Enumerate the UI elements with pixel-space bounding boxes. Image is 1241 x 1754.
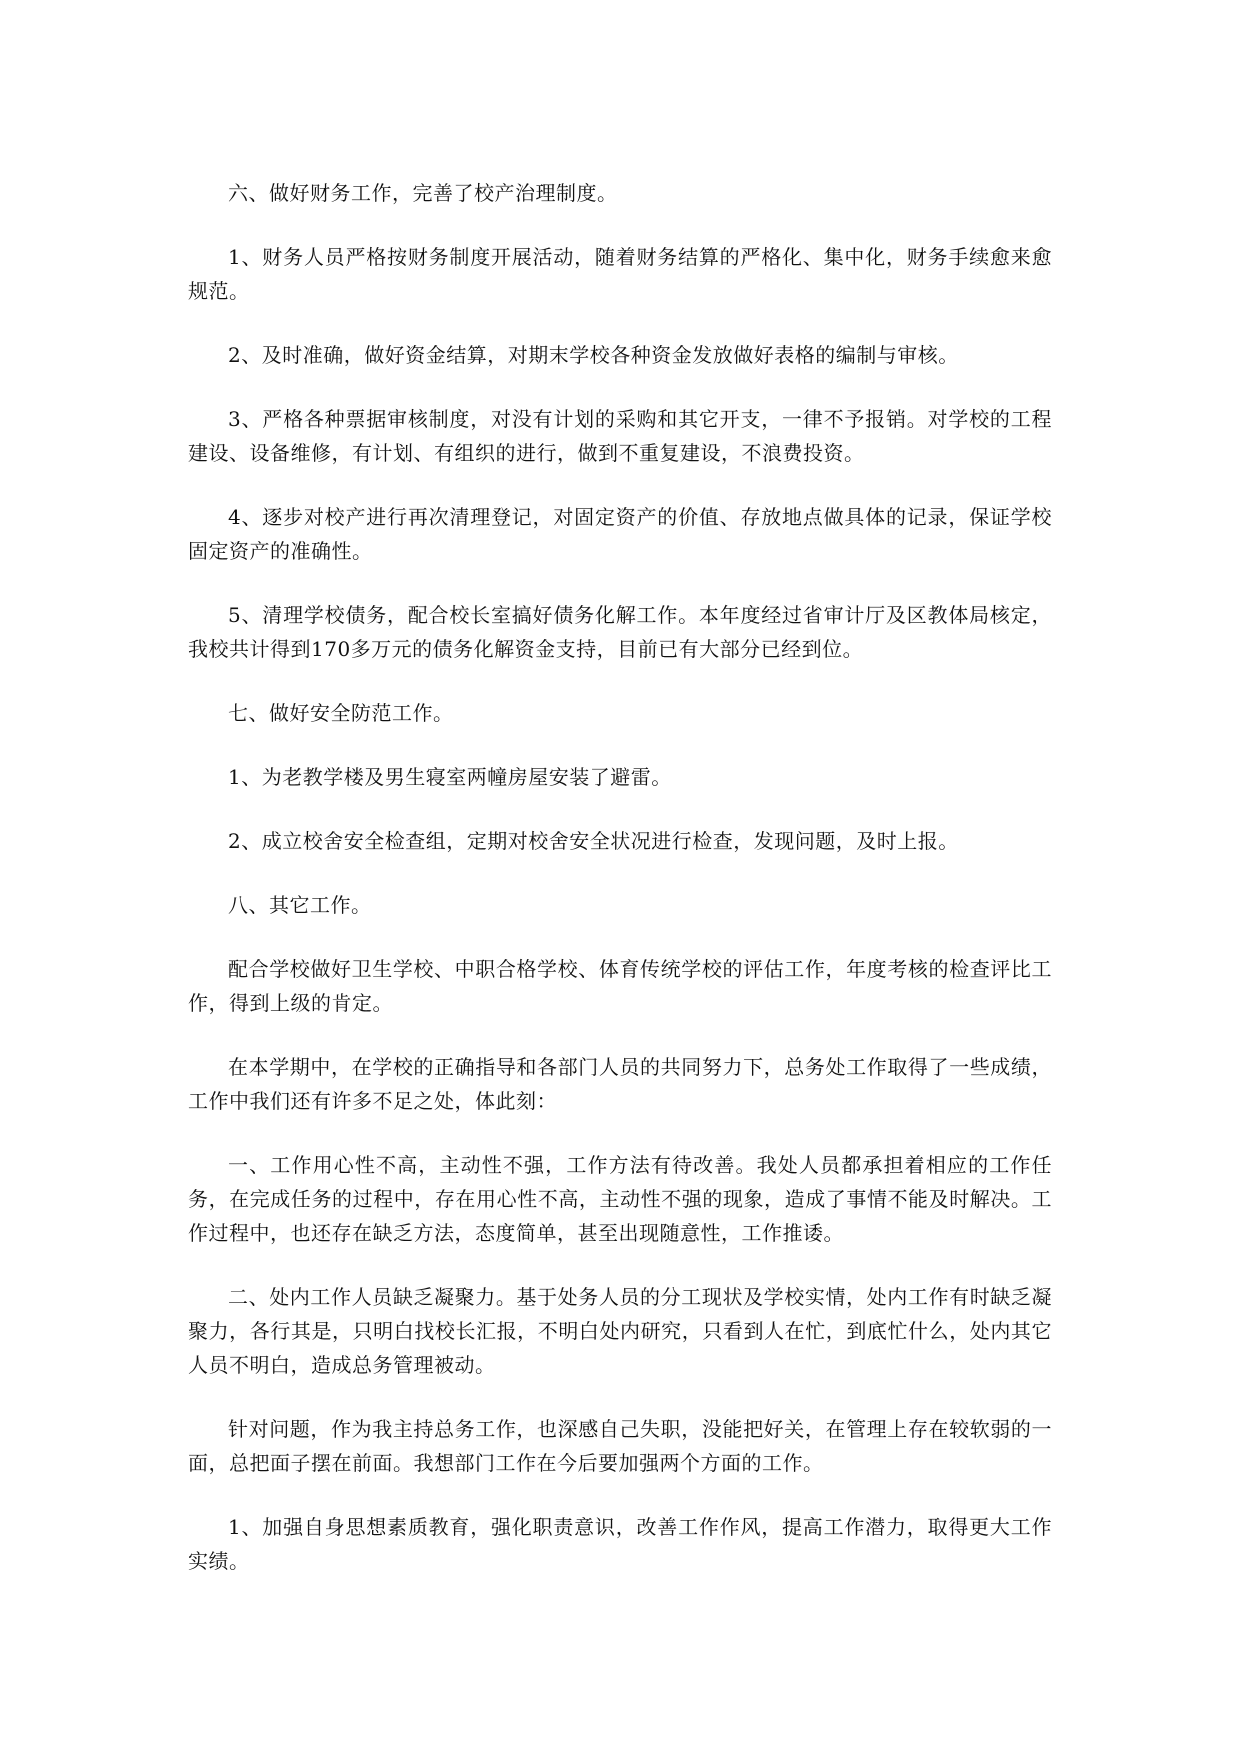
paragraph-problem-2: 二、处内工作人员缺乏凝聚力。基于处务人员的分工现状及学校实情，处内工作有时缺乏凝聚力，各行其是，只明白找校长汇报，不明白处内研究，只看到人在忙，到底忙什么，处内其它人员不明白，造成总务管理被动。 xyxy=(188,1285,1052,1377)
paragraph-problem-1: 一、工作用心性不高，主动性不强，工作方法有待改善。我处人员都承担着相应的工作任务，在完成任务的过程中，存在用心性不高，主动性不强的现象，造成了事情不能及时解决。工作过程中，也还存在缺乏方法，态度简单，甚至出现随意性，工作推诿。 xyxy=(188,1153,1052,1245)
paragraph-safety-2: 2、成立校舍安全检查组，定期对校舍安全状况进行检查，发现问题，及时上报。 xyxy=(228,829,959,853)
heading-section-6: 六、做好财务工作，完善了校产治理制度。 xyxy=(228,181,618,205)
heading-section-7: 七、做好安全防范工作。 xyxy=(228,701,454,725)
heading-section-8: 八、其它工作。 xyxy=(228,893,372,917)
paragraph-other-work: 配合学校做好卫生学校、中职合格学校、体育传统学校的评估工作，年度考核的检查评比工作，得到上级的肯定。 xyxy=(188,957,1052,1015)
paragraph-finance-5: 5、清理学校债务，配合校长室搞好债务化解工作。本年度经过省审计厅及区教体局核定，我校共计得到170多万元的债务化解资金支持，目前已有大部分已经到位。 xyxy=(188,603,1052,661)
paragraph-response: 针对问题，作为我主持总务工作，也深感自己失职，没能把好关，在管理上存在较软弱的一面，总把面子摆在前面。我想部门工作在今后要加强两个方面的工作。 xyxy=(188,1417,1052,1475)
paragraph-improvement-1: 1、加强自身思想素质教育，强化职责意识，改善工作作风，提高工作潜力，取得更大工作实绩。 xyxy=(188,1515,1052,1573)
paragraph-safety-1: 1、为老教学楼及男生寝室两幢房屋安装了避雷。 xyxy=(228,765,672,789)
paragraph-finance-2: 2、及时准确，做好资金结算，对期末学校各种资金发放做好表格的编制与审核。 xyxy=(228,343,959,367)
paragraph-finance-3: 3、严格各种票据审核制度，对没有计划的采购和其它开支，一律不予报销。对学校的工程建设、设备维修，有计划、有组织的进行，做到不重复建设，不浪费投资。 xyxy=(188,407,1052,465)
paragraph-finance-1: 1、财务人员严格按财务制度开展活动，随着财务结算的严格化、集中化，财务手续愈来愈规范。 xyxy=(188,245,1052,303)
paragraph-summary: 在本学期中，在学校的正确指导和各部门人员的共同努力下，总务处工作取得了一些成绩，工作中我们还有许多不足之处，体此刻： xyxy=(188,1055,1052,1113)
paragraph-finance-4: 4、逐步对校产进行再次清理登记，对固定资产的价值、存放地点做具体的记录，保证学校固定资产的准确性。 xyxy=(188,505,1052,563)
document-page xyxy=(188,176,1052,1608)
